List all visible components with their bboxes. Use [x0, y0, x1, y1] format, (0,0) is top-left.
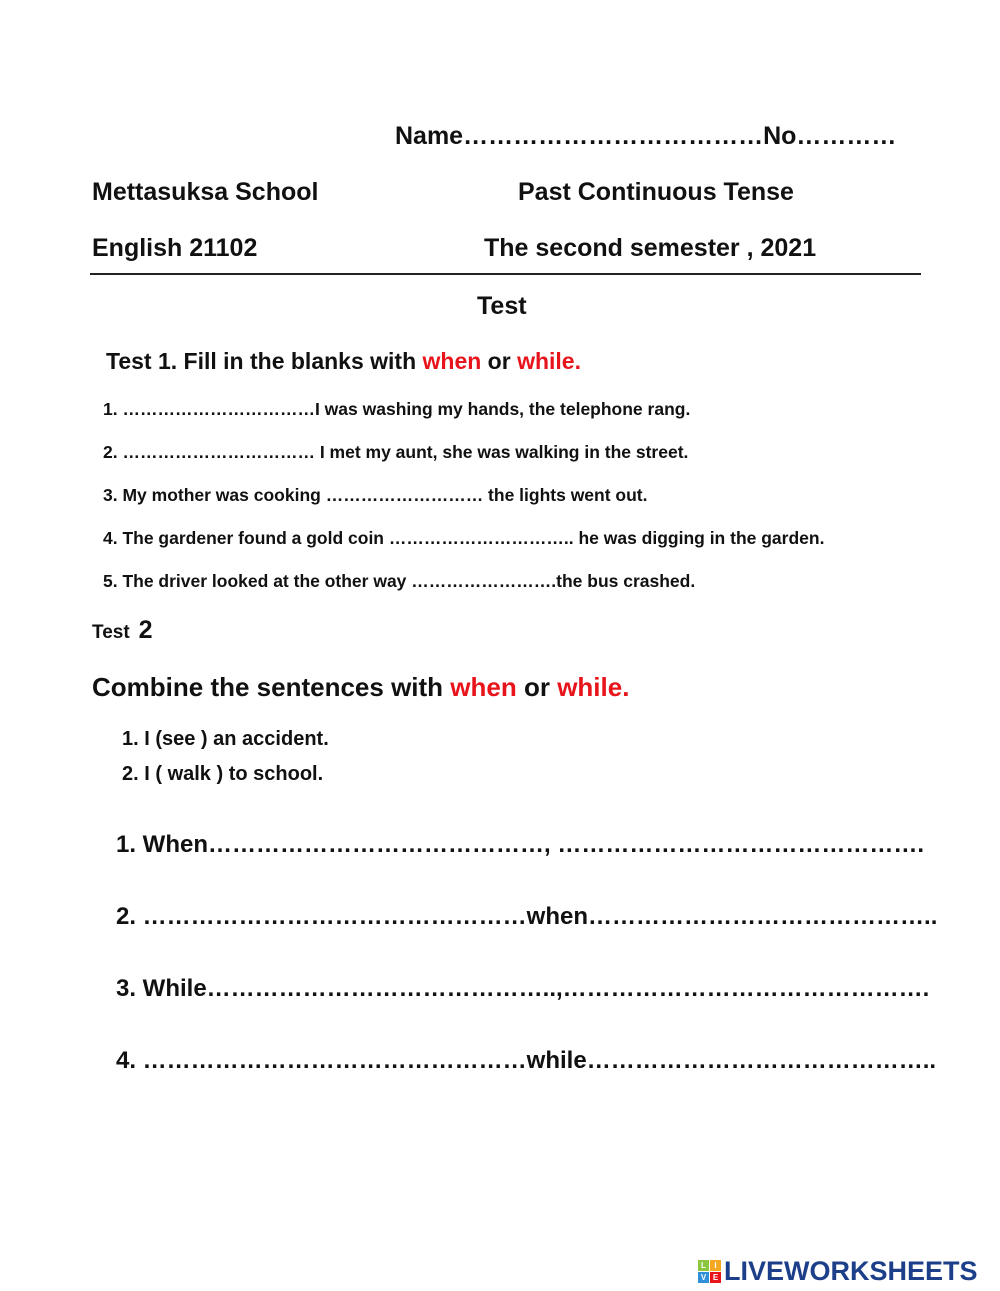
keyword-while: while.: [557, 672, 630, 702]
test1-item: 4. The gardener found a gold coin ………………………….. he was digging in the garden.: [103, 528, 825, 548]
logo-letter: L: [698, 1260, 709, 1271]
test1-instruction: [106, 348, 581, 375]
test1-item: 5. The driver looked at the other way …………………….the bus crashed.: [103, 571, 696, 591]
keyword-while: while.: [517, 348, 581, 374]
name-line: Name………………………………No…………: [395, 122, 897, 150]
keyword-when: when: [450, 672, 517, 702]
logo-letter: I: [710, 1260, 721, 1271]
topic: Past Continuous Tense: [518, 178, 794, 206]
answer-line[interactable]: 1. When……………………………………, ……………………………………….: [116, 831, 925, 858]
test2-number: 2: [138, 616, 153, 644]
school-name: Mettasuksa School: [92, 178, 319, 206]
test1-item: 2. …………………………… I met my aunt, she was walking in the street.: [103, 442, 689, 462]
logo-letter: E: [710, 1272, 721, 1283]
test2-label-text: Test: [92, 622, 130, 643]
divider: [90, 273, 921, 275]
test2-instruction: [92, 672, 629, 703]
instruction-text: Test 1. Fill in the blanks with: [106, 348, 423, 374]
instruction-or: or: [481, 348, 518, 374]
sentence: 2. I ( walk ) to school.: [122, 763, 324, 785]
course-code: English 21102: [92, 234, 258, 262]
test2-label: [92, 616, 152, 645]
brand-name: LIVEWORKSHEETS: [724, 1256, 978, 1286]
sentence: 1. I (see ) an accident.: [122, 728, 329, 750]
instruction-text: Combine the sentences with: [92, 672, 451, 702]
answer-line[interactable]: 2. …………………………………………when……………………………………..: [116, 903, 938, 930]
semester: The second semester , 2021: [484, 234, 817, 262]
live-cube-icon: [698, 1260, 721, 1283]
liveworksheets-logo: [698, 1256, 978, 1287]
logo-letter: V: [698, 1272, 709, 1283]
test1-item: 3. My mother was cooking ……………………… the lights went out.: [103, 485, 648, 505]
page-title: Test: [477, 292, 527, 320]
test1-item: 1. ……………………………I was washing my hands, the telephone rang.: [103, 399, 691, 419]
instruction-or: or: [516, 672, 558, 702]
answer-line[interactable]: 4. …………………………………………while……………………………………..: [116, 1047, 937, 1074]
answer-line[interactable]: 3. While……………………………………..,……………………………………….: [116, 975, 930, 1002]
keyword-when: when: [422, 348, 482, 374]
